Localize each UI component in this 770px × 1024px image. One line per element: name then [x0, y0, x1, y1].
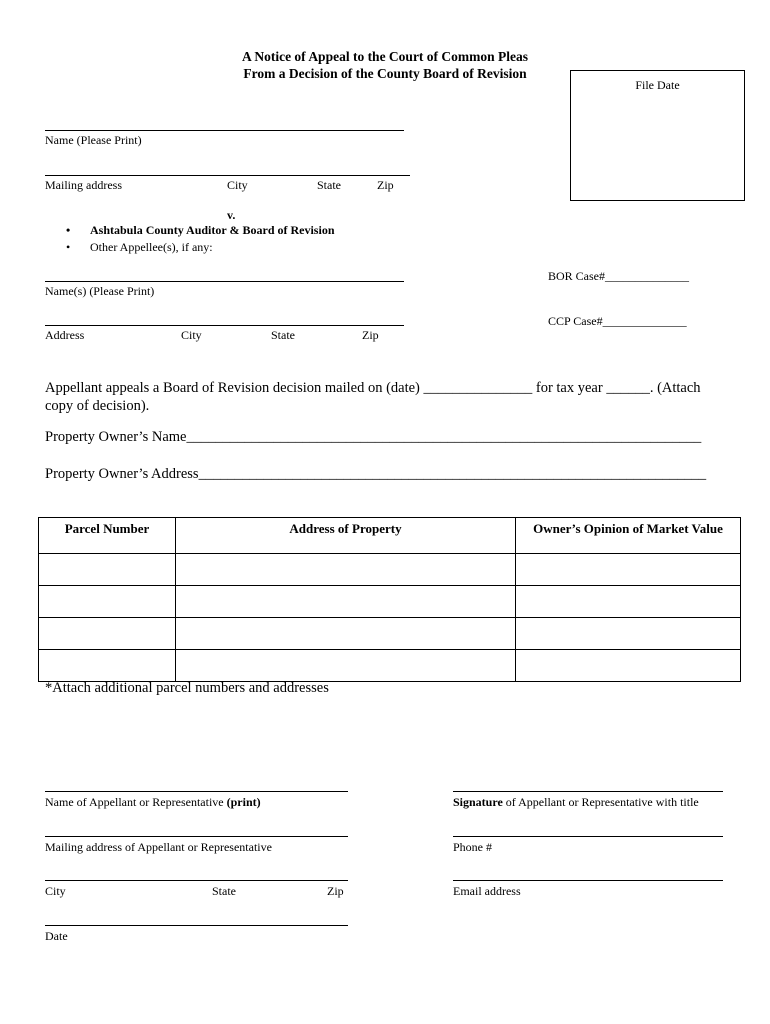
file-date-box: [570, 70, 745, 201]
table-row: [39, 586, 741, 618]
market-value-cell[interactable]: [516, 586, 741, 618]
rep-city-label: City: [45, 884, 66, 898]
appellant-city-label: City: [227, 178, 248, 192]
file-date-label: File Date: [635, 78, 680, 92]
rep-zip-label: Zip: [327, 884, 344, 898]
versus-label: v.: [227, 208, 236, 222]
appellee-address-line[interactable]: [45, 325, 404, 326]
appellant-mailing-label: Mailing address: [45, 178, 122, 192]
property-owner-address-field[interactable]: Property Owner’s Address______________________________________________________________________: [45, 466, 707, 482]
appellant-zip-label: Zip: [377, 178, 394, 192]
property-address-cell[interactable]: [176, 586, 516, 618]
parcel-number-cell[interactable]: [39, 586, 176, 618]
appellant-mailing-line[interactable]: [45, 175, 410, 176]
appellee-list: [66, 222, 335, 256]
parcel-table-header-row: [39, 518, 741, 554]
appeal-statement-line-1: Appellant appeals a Board of Revision decision mailed on (date) _______________ for tax year ______. (Attach: [45, 380, 701, 396]
form-title-line-2: From a Decision of the County Board of Revision: [243, 66, 527, 81]
property-owner-name-field[interactable]: Property Owner’s Name_______________________________________________________________________: [45, 429, 702, 445]
parcel-number-cell[interactable]: [39, 618, 176, 650]
appellee-zip-label: Zip: [362, 328, 379, 342]
bor-case-field[interactable]: BOR Case#______________: [548, 269, 689, 283]
market-value-cell[interactable]: [516, 650, 741, 682]
appellee-state-label: State: [271, 328, 295, 342]
rep-mailing-label: Mailing address of Appellant or Representative: [45, 840, 272, 854]
email-label: Email address: [453, 884, 521, 898]
signature-line[interactable]: [453, 791, 723, 792]
date-line[interactable]: [45, 925, 348, 926]
property-address-cell[interactable]: [176, 650, 516, 682]
appellant-rep-name-line[interactable]: [45, 791, 348, 792]
appellee-item-auditor: • Ashtabula County Auditor & Board of Revision: [66, 222, 335, 239]
rep-city-state-zip-line[interactable]: [45, 880, 348, 881]
appellant-name-line[interactable]: [45, 130, 404, 131]
rep-mailing-line[interactable]: [45, 836, 348, 837]
market-value-cell[interactable]: [516, 618, 741, 650]
rep-state-label: State: [212, 884, 236, 898]
header-address-of-property: Address of Property: [176, 518, 516, 554]
ccp-case-field[interactable]: CCP Case#______________: [548, 314, 687, 328]
parcel-table: [38, 517, 741, 682]
parcel-number-cell[interactable]: [39, 554, 176, 586]
appellee-names-label: Name(s) (Please Print): [45, 284, 155, 298]
signature-label: Signature of Appellant or Representative with title: [453, 795, 699, 809]
market-value-cell[interactable]: [516, 554, 741, 586]
appellee-item-other: • Other Appellee(s), if any:: [66, 239, 335, 256]
appellee-city-label: City: [181, 328, 202, 342]
table-row: [39, 650, 741, 682]
email-line[interactable]: [453, 880, 723, 881]
appellant-state-label: State: [317, 178, 341, 192]
appeal-statement-line-2: copy of decision).: [45, 398, 150, 414]
phone-label: Phone #: [453, 840, 492, 854]
property-address-cell[interactable]: [176, 554, 516, 586]
header-parcel-number: Parcel Number: [39, 518, 176, 554]
parcel-number-cell[interactable]: [39, 650, 176, 682]
appellee-names-line[interactable]: [45, 281, 404, 282]
property-address-cell[interactable]: [176, 618, 516, 650]
header-owner-opinion-value: Owner’s Opinion of Market Value: [516, 518, 741, 554]
table-row: [39, 618, 741, 650]
date-label: Date: [45, 929, 68, 943]
attach-note: *Attach additional parcel numbers and addresses: [45, 680, 329, 696]
appellant-rep-name-label: Name of Appellant or Representative (print): [45, 795, 261, 809]
appellee-address-label: Address: [45, 328, 85, 342]
form-title-line-1: A Notice of Appeal to the Court of Common Pleas: [241, 49, 529, 64]
table-row: [39, 554, 741, 586]
appellant-name-label: Name (Please Print): [45, 133, 142, 147]
phone-line[interactable]: [453, 836, 723, 837]
